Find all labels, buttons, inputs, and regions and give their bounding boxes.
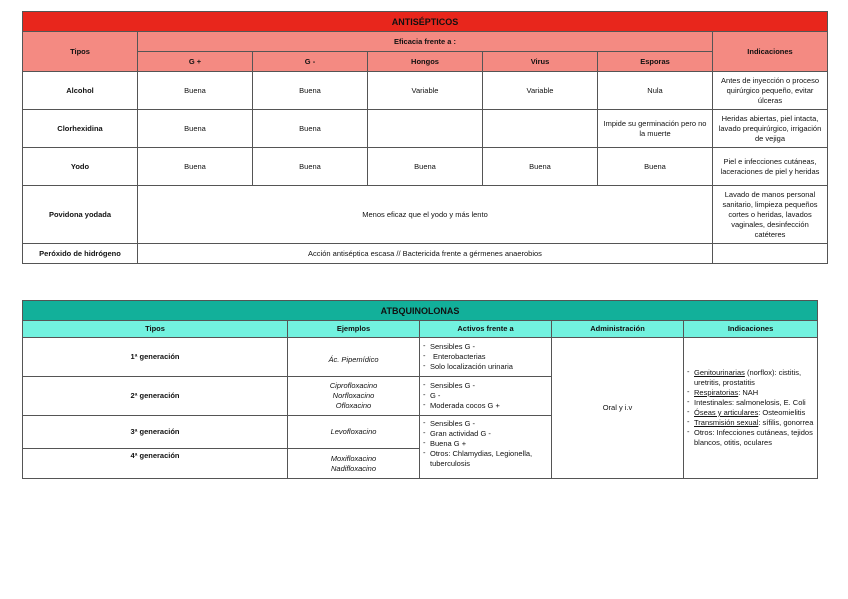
indicacion-item	[687, 368, 814, 388]
ejemplo: Ciprofloxacino	[329, 381, 378, 390]
activo-item: - Solo localización urinaria	[423, 362, 548, 372]
row-activos	[420, 416, 552, 479]
cell: Variable	[483, 72, 598, 110]
cell: Variable	[368, 72, 483, 110]
row-tipo: 3ª generación	[23, 416, 288, 449]
cell: Nula	[598, 72, 713, 110]
row-indicaciones: Piel e infecciones cutáneas, laceraciones de piel y heridas	[713, 148, 828, 186]
indicacion-text: Otros: Infecciones cutáneas, tejidos blancos, otitis, oculares	[694, 428, 813, 447]
col-gneg: G -	[253, 52, 368, 72]
cell: Buena	[138, 110, 253, 148]
cell: Impide su germinación pero no la muerte	[598, 110, 713, 148]
table-row	[23, 338, 818, 377]
col-ejemplos: Ejemplos	[288, 321, 420, 338]
cell: Buena	[138, 72, 253, 110]
indicacion-text: Intestinales: salmonelosis, E. Coli	[694, 398, 806, 407]
ejemplo: Moxifloxacino	[330, 453, 377, 463]
table-row	[23, 186, 828, 244]
merged-cell: Acción antiséptica escasa // Bactericida frente a gérmenes anaerobios	[138, 244, 713, 264]
col-administracion: Administración	[552, 321, 684, 338]
indicacion-text: : sífilis, gonorrea	[758, 418, 814, 427]
col-tipos: Tipos	[23, 321, 288, 338]
merged-cell: Menos eficaz que el yodo y más lento	[138, 186, 713, 244]
antisepticos-title: ANTISÉPTICOS	[23, 12, 828, 32]
indicacion-label: Óseas y articulares	[694, 408, 759, 417]
row-tipo: 2ª generación	[23, 377, 288, 416]
row-activos	[420, 377, 552, 416]
row-indicaciones: Lavado de manos personal sanitario, limpieza pequeños cortes o heridas, lavados vaginales, desinfección catéteres	[713, 186, 828, 244]
ejemplo: Nadifloxacino	[330, 463, 377, 473]
row-indicaciones: Heridas abiertas, piel intacta, lavado prequirúrgico, irrigación de vejiga	[713, 110, 828, 148]
indicacion-item	[687, 398, 814, 408]
indicacion-item	[687, 428, 814, 448]
col-hongos: Hongos	[368, 52, 483, 72]
activo-item: - Sensibles G -	[423, 342, 548, 352]
col-virus: Virus	[483, 52, 598, 72]
indicacion-label: Genitourinarias	[694, 368, 745, 377]
table-row	[23, 244, 828, 264]
row-indicaciones: Antes de inyección o proceso quirúrgico pequeño, evitar úlceras	[713, 72, 828, 110]
row-tipo: Povidona yodada	[23, 186, 138, 244]
indicacion-item	[687, 418, 814, 428]
table-row	[23, 72, 828, 110]
cell	[368, 110, 483, 148]
table-row	[23, 148, 828, 186]
quinolonas-table	[22, 300, 818, 479]
cell: Buena	[253, 72, 368, 110]
row-tipo: 1ª generación	[23, 338, 288, 377]
row-activos	[420, 338, 552, 377]
indicaciones-list	[687, 368, 814, 448]
col-tipos: Tipos	[23, 32, 138, 72]
ejemplo: Levofloxacino	[330, 427, 377, 436]
ejemplo: Ofloxacino	[335, 401, 372, 410]
administracion: Oral y i.v	[552, 338, 684, 479]
indicacion-text: : NAH	[738, 388, 759, 397]
col-indicaciones: Indicaciones	[713, 32, 828, 72]
col-eficacia: Eficacia frente a :	[138, 32, 713, 52]
activo-item: - Gran actividad G -	[423, 429, 548, 439]
quinolonas-title: ATBQUINOLONAS	[23, 301, 818, 321]
row-indicaciones	[713, 244, 828, 264]
col-esporas: Esporas	[598, 52, 713, 72]
col-gpos: G +	[138, 52, 253, 72]
indicaciones	[684, 338, 818, 479]
row-tipo: Peróxido de hidrógeno	[23, 244, 138, 264]
row-ejemplos	[288, 416, 420, 449]
activo-item: - G -	[423, 391, 548, 401]
cell: Buena	[253, 148, 368, 186]
row-tipo: Yodo	[23, 148, 138, 186]
activo-item: - Sensibles G -	[423, 381, 548, 391]
activo-item: - Buena G +	[423, 439, 548, 449]
indicacion-item	[687, 388, 814, 398]
cell: Buena	[483, 148, 598, 186]
cell	[483, 110, 598, 148]
indicacion-text: : Osteomielitis	[758, 408, 806, 417]
ejemplo: Ác. Pipemídico	[328, 355, 379, 364]
antisepticos-table	[22, 11, 828, 264]
table-row	[23, 110, 828, 148]
row-ejemplos	[288, 449, 420, 479]
cell: Buena	[598, 148, 713, 186]
indicacion-label: Respiratorias	[694, 388, 739, 397]
cell: Buena	[138, 148, 253, 186]
indicacion-label: Transmisión sexual	[694, 418, 759, 427]
indicacion-text: (norflox): cistitis, uretritis, prostatitis	[694, 368, 802, 387]
activo-item: - Sensibles G -	[423, 419, 548, 429]
row-ejemplos	[288, 377, 420, 416]
col-activos: Activos frente a	[420, 321, 552, 338]
row-ejemplos	[288, 338, 420, 377]
indicacion-item	[687, 408, 814, 418]
row-tipo: 4ª generación	[23, 449, 288, 479]
cell: Buena	[253, 110, 368, 148]
row-tipo: Alcohol	[23, 72, 138, 110]
activo-item: - Otros: Chlamydias, Legionella, tuberculosis	[423, 449, 548, 469]
col-indicaciones: Indicaciones	[684, 321, 818, 338]
activo-item: - Moderada cocos G +	[423, 401, 548, 411]
row-tipo: Clorhexidina	[23, 110, 138, 148]
activo-item: - Enterobacterias	[423, 352, 548, 362]
ejemplo: Norfloxacino	[332, 391, 375, 400]
cell: Buena	[368, 148, 483, 186]
